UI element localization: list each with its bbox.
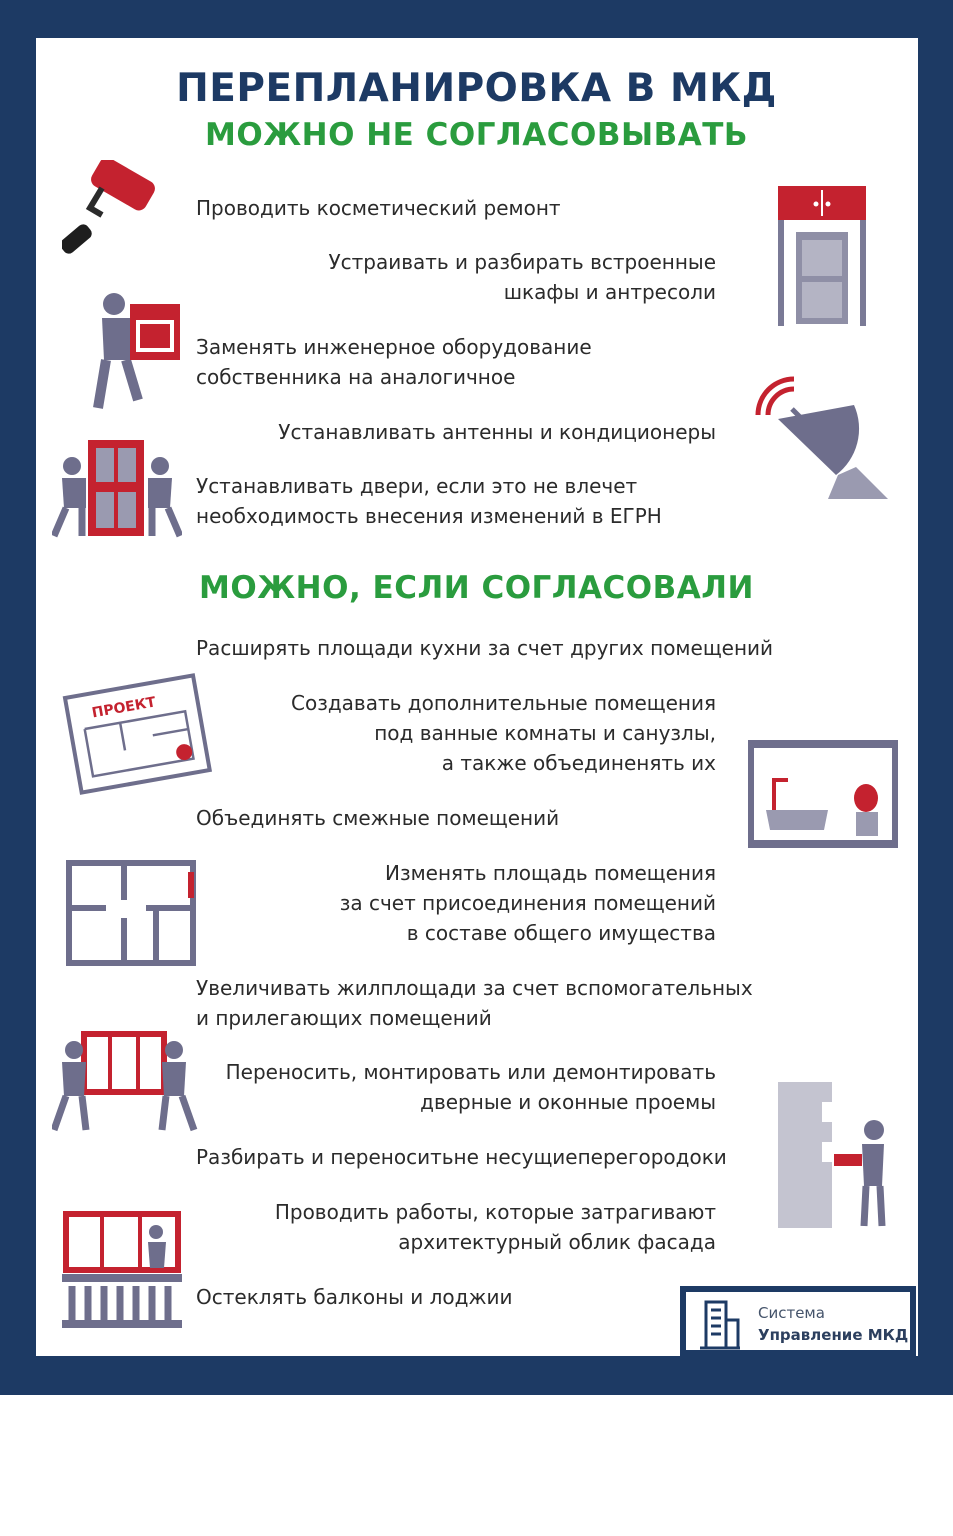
balcony-glazing-icon [62,1210,182,1328]
list-item: Увеличивать жилплощади за счет вспомогательных и прилегающих помещений [196,976,753,1030]
section1-title: МОЖНО НЕ СОГЛАСОВЫВАТЬ [205,117,748,153]
list-item: Устраивать и разбирать встроенные шкафы и антресоли [328,250,716,304]
list-item: Устанавливать антенны и кондиционеры [278,420,716,444]
project-plan-icon [62,668,212,796]
logo-text-line2: Управление МКД [758,1326,909,1344]
list-item: Устанавливать двери, если это не влечет необходимость внесения изменений в ЕГРН [196,474,662,528]
list-item: Переносить, монтировать или демонтировать дверные и оконные проемы [225,1060,716,1114]
bathroom-icon [748,740,898,848]
section2-title: МОЖНО, ЕСЛИ СОГЛАСОВАЛИ [199,570,754,606]
list-item: Расширять площади кухни за счет других помещений [196,636,774,660]
list-item: Проводить косметический ремонт [196,196,561,220]
worker-carrying-stove-icon [92,290,188,415]
list-item: Проводить работы, которые затрагивают архитектурный облик фасада [274,1200,716,1254]
list-item: Создавать дополнительные помещения под ванные комнаты и санузлы, а также объединенять их [291,691,716,775]
paint-roller-icon [62,160,162,260]
building-logo-icon [698,1300,742,1350]
list-item: Изменять площадь помещения за счет присоединения помещений в составе общего имущества [339,861,716,945]
floor-plan-icon [66,860,196,966]
page-title: ПЕРЕПЛАНИРОВКА В МКД [176,66,777,111]
project-stamp: ПРОЕКТ [90,694,157,722]
list-item: Разбирать и переноситьне несущиеперегородоки [196,1145,727,1169]
cabinet-door-icon [778,186,866,326]
worker-building-wall-icon [778,1082,888,1228]
satellite-dish-icon [748,375,888,500]
list-item: Заменять инженерное оборудование собственника на аналогичное [196,335,592,389]
workers-carrying-window-icon [52,1030,198,1134]
logo-text-line1: Система [758,1304,825,1322]
list-item: Объединять смежные помещений [196,806,560,830]
list-item: Остеклять балконы и лоджии [196,1285,513,1309]
logo-badge [680,1286,916,1356]
workers-carrying-door-icon [52,438,182,538]
